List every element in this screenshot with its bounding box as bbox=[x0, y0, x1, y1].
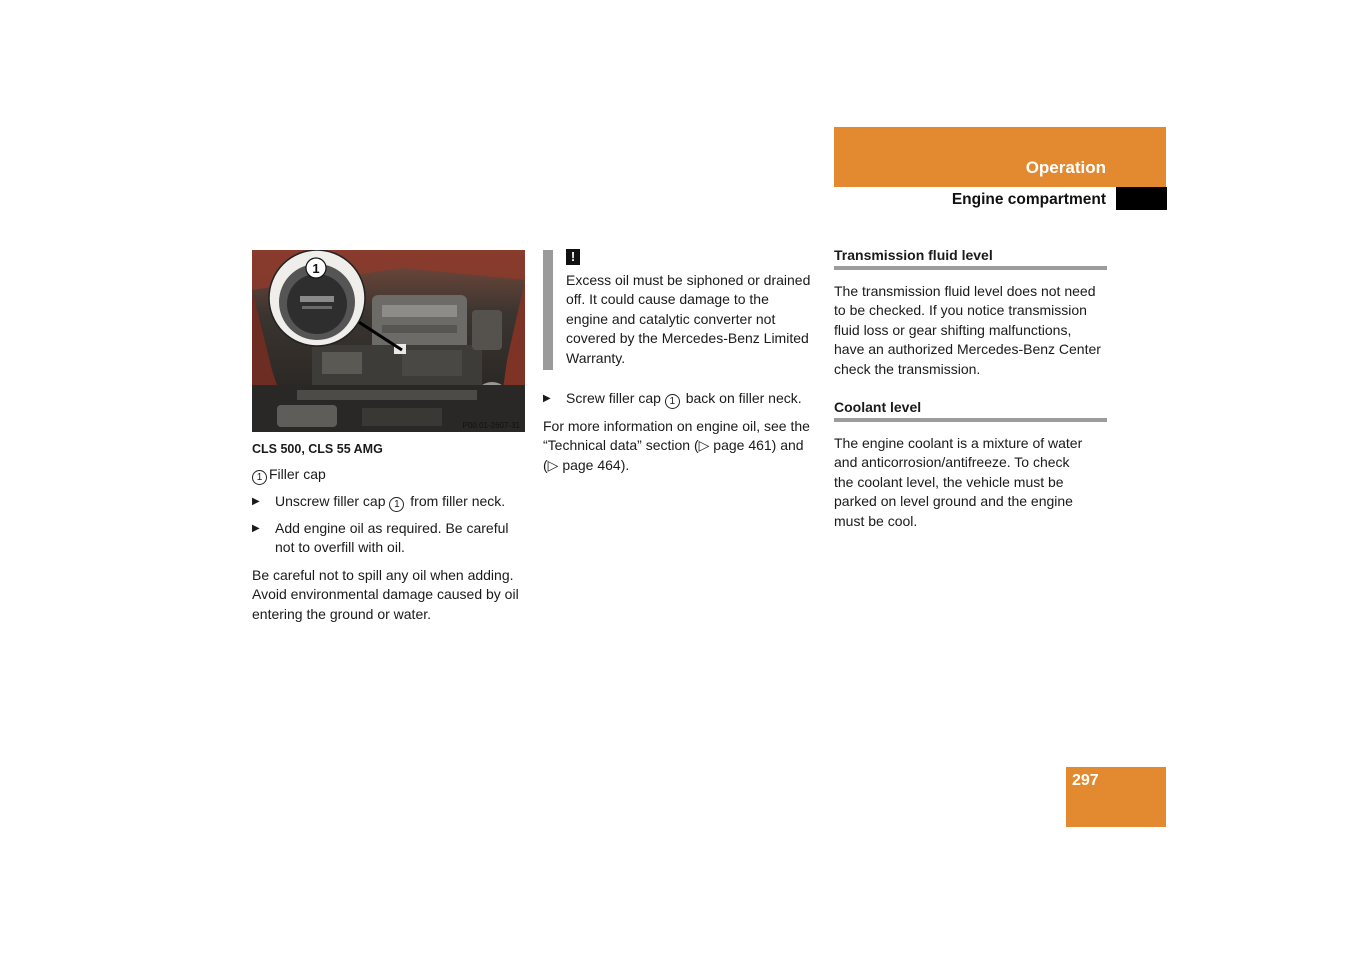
heading-rule bbox=[834, 418, 1107, 422]
body-line: parked on level ground and the engine bbox=[834, 493, 1073, 510]
coolant-heading: Coolant level bbox=[834, 399, 922, 415]
body-line: The engine coolant is a mixture of water bbox=[834, 435, 1083, 451]
step-text: from filler neck. bbox=[406, 493, 506, 509]
figure-caption: CLS 500, CLS 55 AMG bbox=[252, 442, 383, 456]
image-code: P00.01-2607-31 bbox=[462, 421, 520, 430]
header-tab-background bbox=[834, 127, 1166, 187]
warning-line: Warranty. bbox=[566, 349, 626, 366]
exclamation-icon: ! bbox=[566, 249, 580, 265]
step-item bbox=[543, 389, 823, 409]
warning-text bbox=[566, 271, 810, 368]
info-line: (▷ page 464). bbox=[543, 456, 630, 473]
warning-bar bbox=[543, 250, 553, 370]
number-badge: 1 bbox=[252, 470, 267, 485]
transmission-text bbox=[834, 282, 1101, 379]
engine-compartment-photo bbox=[252, 250, 525, 432]
header-marker bbox=[1116, 187, 1167, 210]
body-line: and anticorrosion/antifreeze. To check bbox=[834, 454, 1070, 471]
triangle-right-icon: ▶ bbox=[252, 496, 260, 507]
body-line: to be checked. If you notice transmission bbox=[834, 302, 1087, 319]
step-item bbox=[252, 519, 532, 559]
step-item bbox=[252, 492, 532, 512]
note-line: Avoid environmental damage caused by oil bbox=[252, 586, 519, 603]
step-text: not to overfill with oil. bbox=[275, 539, 405, 556]
triangle-right-icon: ▶ bbox=[543, 393, 551, 404]
body-line: fluid loss or gear shifting malfunctions, bbox=[834, 321, 1072, 338]
warning-line: off. It could cause damage to the bbox=[566, 291, 769, 308]
warning-line: engine and catalytic converter not bbox=[566, 310, 776, 327]
more-info-text bbox=[543, 417, 810, 475]
environment-note bbox=[252, 566, 519, 624]
callout-number: 1 bbox=[312, 261, 320, 276]
heading-rule bbox=[834, 266, 1107, 270]
warning-line: covered by the Mercedes-Benz Limited bbox=[566, 330, 809, 347]
body-line: the coolant level, the vehicle must be bbox=[834, 473, 1064, 490]
step-text: back on filler neck. bbox=[681, 390, 802, 406]
body-line: have an authorized Mercedes-Benz Center bbox=[834, 341, 1101, 358]
triangle-right-icon: ▶ bbox=[252, 523, 260, 534]
step-text: Add engine oil as required. Be careful bbox=[275, 520, 509, 536]
subsection-title: Engine compartment bbox=[951, 191, 1106, 208]
warning-line: Excess oil must be siphoned or drained bbox=[566, 272, 811, 288]
number-badge: 1 bbox=[665, 394, 680, 409]
body-line: must be cool. bbox=[834, 512, 918, 529]
transmission-heading: Transmission fluid level bbox=[834, 247, 993, 263]
page-number: 297 bbox=[1072, 772, 1099, 789]
note-line: Be careful not to spill any oil when adding. bbox=[252, 567, 514, 583]
info-line: For more information on engine oil, see the bbox=[543, 418, 810, 434]
section-title: Operation bbox=[1025, 158, 1106, 177]
note-line: entering the ground or water. bbox=[252, 605, 432, 622]
body-line: The transmission fluid level does not need bbox=[834, 283, 1096, 299]
coolant-text bbox=[834, 434, 1082, 531]
body-line: check the transmission. bbox=[834, 360, 981, 377]
step-text: Screw filler cap bbox=[566, 390, 665, 406]
number-badge: 1 bbox=[389, 497, 404, 512]
legend-label: Filler cap bbox=[269, 466, 326, 482]
info-line: “Technical data” section (▷ page 461) and bbox=[543, 437, 804, 454]
legend-item bbox=[252, 465, 326, 485]
step-text: Unscrew filler cap bbox=[275, 493, 390, 509]
